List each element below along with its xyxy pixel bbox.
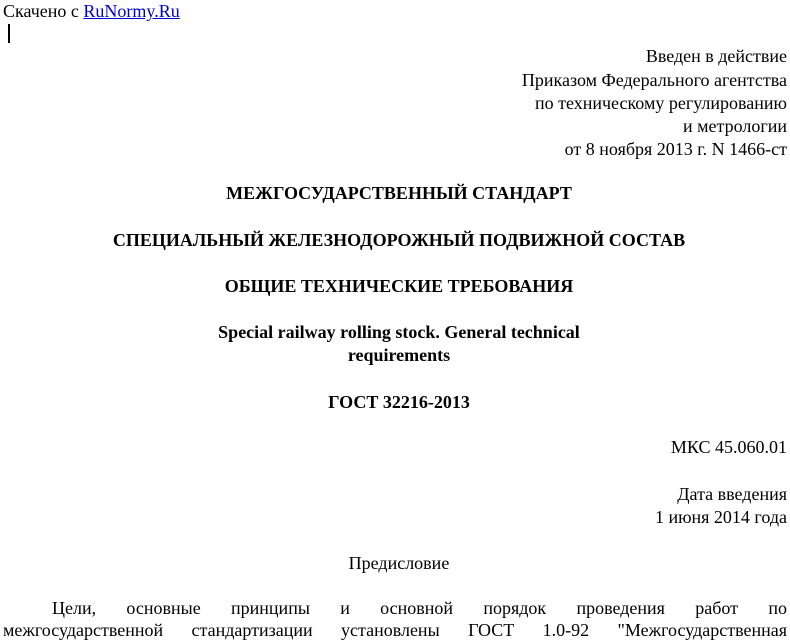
mks-code: МКС 45.060.01 xyxy=(670,437,787,457)
date-value: 1 июня 2014 года xyxy=(654,507,787,527)
standard-name-en-line2: requirements xyxy=(347,345,451,365)
preface-line-1: Цели, основные принципы и основной порядок проведения работ по xyxy=(52,598,787,618)
standard-type-heading: МЕЖГОСУДАРСТВЕННЫЙ СТАНДАРТ xyxy=(226,183,572,203)
preface-line-2: межгосударственной стандартизации установлены ГОСТ 1.0-92 "Межгосударственная xyxy=(3,620,787,640)
text-cursor xyxy=(8,24,10,43)
intro-line-5: от 8 ноября 2013 г. N 1466-ст xyxy=(564,139,787,159)
intro-line-1: Введен в действие xyxy=(645,46,787,66)
standard-code: ГОСТ 32216-2013 xyxy=(328,392,470,412)
standard-name-ru: СПЕЦИАЛЬНЫЙ ЖЕЛЕЗНОДОРОЖНЫЙ ПОДВИЖНОЙ СОСТАВ xyxy=(112,230,686,250)
date-label: Дата введения xyxy=(677,484,787,504)
standard-subtitle-ru: ОБЩИЕ ТЕХНИЧЕСКИЕ ТРЕБОВАНИЯ xyxy=(224,276,574,296)
download-prefix: Скачено с xyxy=(3,1,84,21)
intro-line-2: Приказом Федерального агентства xyxy=(521,70,787,90)
site-link[interactable]: RuNormy.Ru xyxy=(83,1,180,21)
intro-line-3: по техническому регулированию xyxy=(534,93,787,113)
intro-line-4: и метрологии xyxy=(683,116,787,136)
download-source xyxy=(3,0,180,22)
standard-name-en-line1: Special railway rolling stock. General technical xyxy=(218,322,580,342)
preface-heading: Предисловие xyxy=(348,553,450,573)
